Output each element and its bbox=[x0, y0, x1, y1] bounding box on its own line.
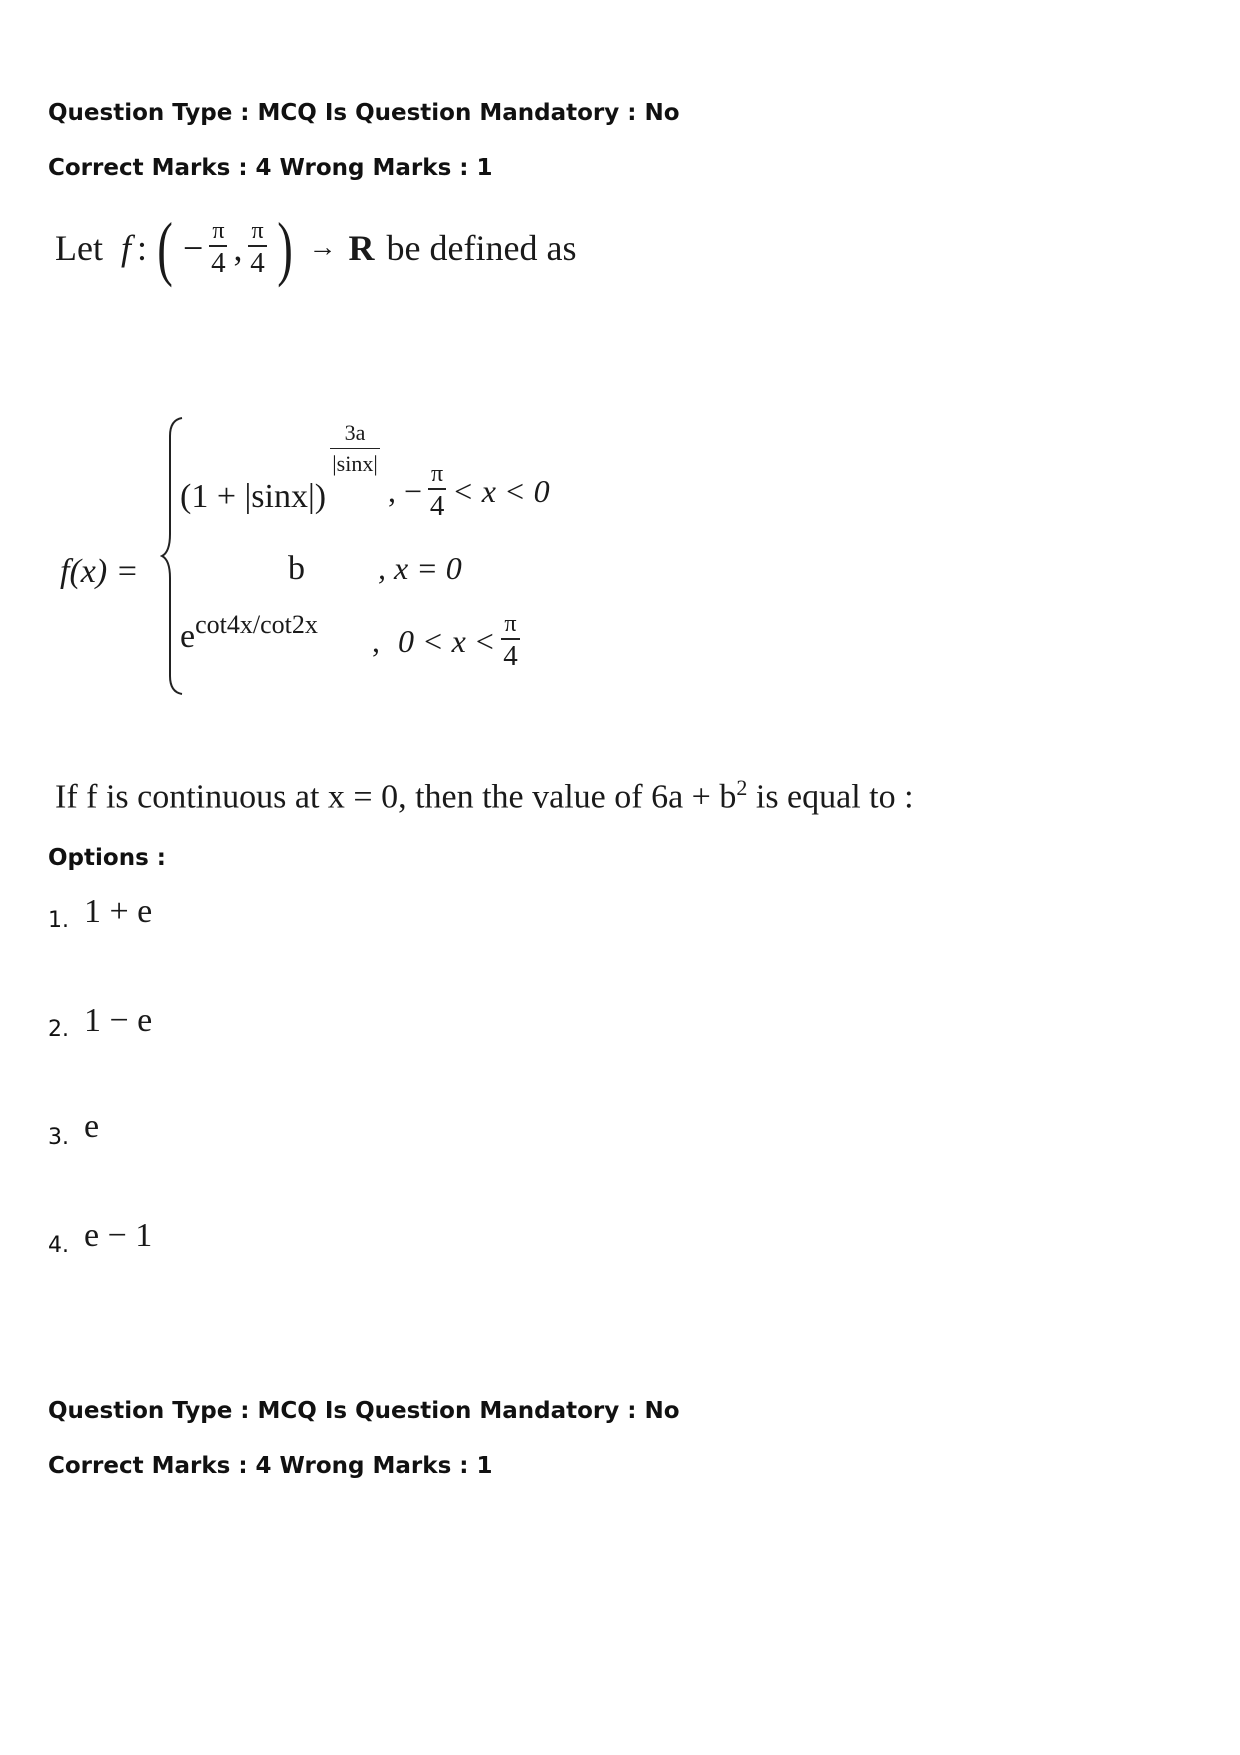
question-main: If f is continuous at x = 0, then the value of 6a + b bbox=[55, 778, 737, 816]
option-text: 1 + e bbox=[84, 893, 153, 930]
close-paren: ) bbox=[276, 208, 293, 288]
f-symbol: f bbox=[120, 228, 131, 268]
case3-fraction bbox=[501, 612, 519, 671]
exponent-numerator: 3a bbox=[330, 420, 380, 449]
option-number: 3. bbox=[48, 1125, 69, 1150]
fx-label: f(x) = bbox=[60, 553, 139, 590]
pi-numerator: π bbox=[209, 219, 227, 247]
question-type-line-2: Question Type : MCQ Is Question Mandatory : No bbox=[48, 1398, 680, 1424]
four-denominator: 4 bbox=[211, 246, 226, 279]
option-text: e bbox=[84, 1108, 100, 1145]
reals-symbol: R bbox=[348, 228, 375, 268]
question-text bbox=[55, 775, 914, 816]
upper-bound-fraction bbox=[248, 219, 266, 278]
four-denominator: 4 bbox=[250, 246, 265, 279]
case3-expression bbox=[180, 610, 318, 656]
case1-condition bbox=[388, 462, 550, 521]
option-number: 2. bbox=[48, 1017, 69, 1042]
case3-base: e bbox=[180, 618, 196, 655]
open-paren: ( bbox=[157, 208, 173, 288]
question-tail: is equal to : bbox=[747, 778, 914, 816]
case1-base: (1 + |sinx|) bbox=[180, 478, 327, 515]
pi-numerator: π bbox=[248, 219, 266, 247]
case3-condition bbox=[372, 612, 520, 671]
option-number: 4. bbox=[48, 1233, 69, 1258]
four-denominator: 4 bbox=[503, 640, 518, 672]
options-label: Options : bbox=[48, 845, 166, 871]
colon: : bbox=[137, 228, 148, 268]
option-text: e − 1 bbox=[84, 1217, 153, 1254]
four-denominator: 4 bbox=[429, 490, 445, 522]
pi-numerator: π bbox=[501, 612, 519, 640]
exponent-denominator: |sinx| bbox=[332, 451, 378, 476]
arrow-symbol: → bbox=[308, 232, 337, 263]
lower-bound-fraction bbox=[209, 219, 227, 278]
question-superscript: 2 bbox=[736, 775, 748, 800]
case1-fraction bbox=[428, 462, 446, 521]
marks-line-2: Correct Marks : 4 Wrong Marks : 1 bbox=[48, 1453, 493, 1479]
case3-comma: , bbox=[372, 623, 380, 659]
case3-cond-text: 0 < x < bbox=[398, 623, 496, 659]
definition-line bbox=[55, 208, 577, 288]
case2-value: b bbox=[288, 550, 305, 587]
let-word: Let bbox=[55, 228, 103, 268]
defined-as-text: be defined as bbox=[386, 228, 577, 268]
comma: , bbox=[233, 228, 243, 268]
case1-cond-suffix: < x < 0 bbox=[452, 473, 550, 509]
option-text: 1 − e bbox=[84, 1002, 153, 1039]
case1-cond-prefix: , − bbox=[388, 473, 423, 509]
pi-numerator: π bbox=[428, 462, 446, 490]
marks-line: Correct Marks : 4 Wrong Marks : 1 bbox=[48, 155, 493, 181]
option-number: 1. bbox=[48, 908, 69, 933]
question-type-line: Question Type : MCQ Is Question Mandatory : No bbox=[48, 100, 680, 126]
case2-condition: , x = 0 bbox=[378, 550, 462, 586]
minus-sign: − bbox=[183, 228, 204, 268]
case1-exponent bbox=[330, 420, 380, 477]
case3-exponent: cot4x/cot2x bbox=[195, 610, 318, 639]
